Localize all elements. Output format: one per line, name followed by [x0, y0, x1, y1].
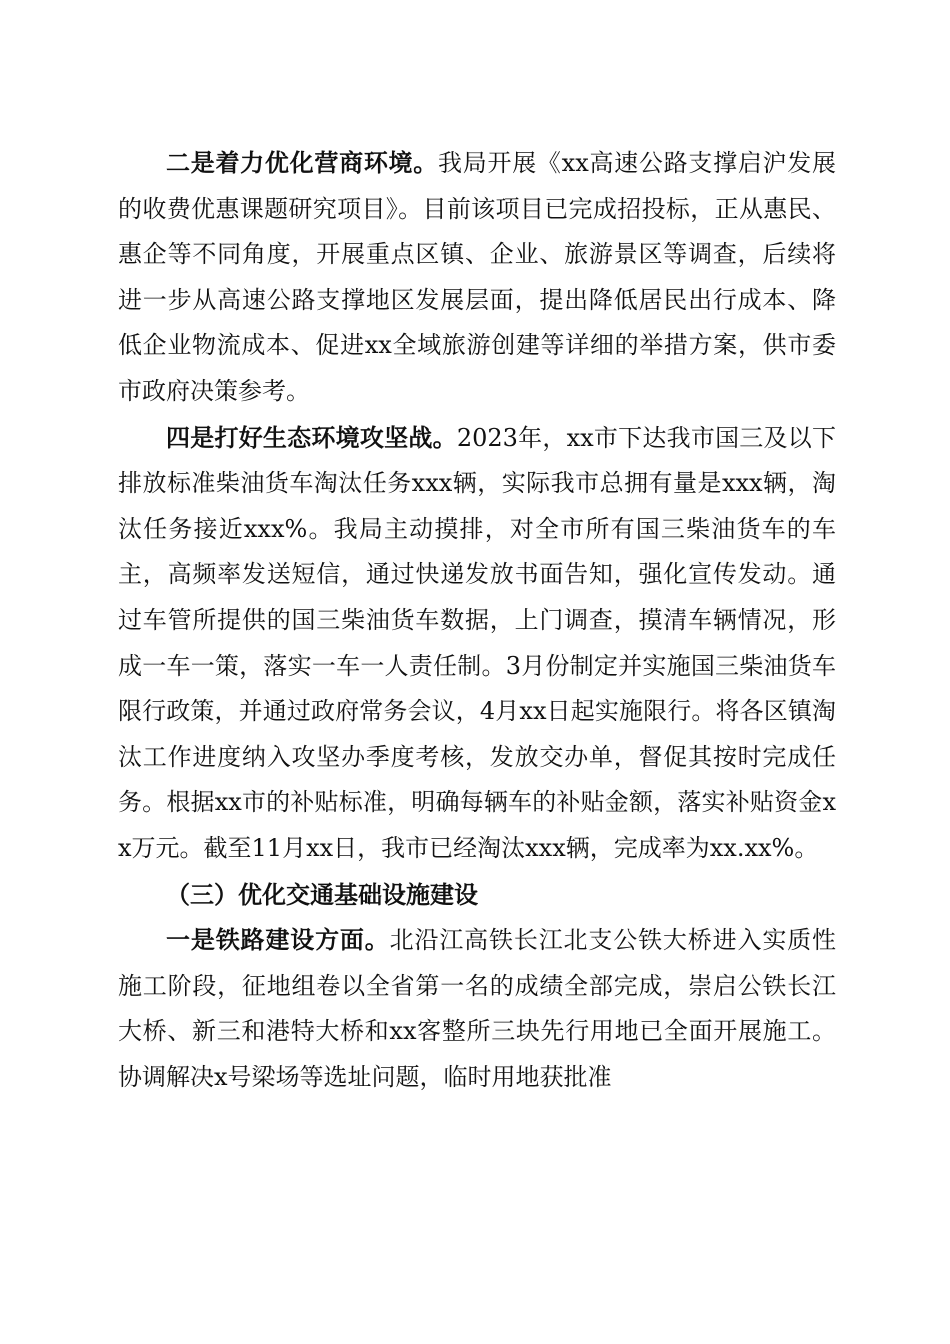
paragraph-text: 我局开展《xx高速公路支撑启沪发展的收费优惠课题研究项目》。目前该项目已完成招投标，正从惠民、惠企等不同角度，开展重点区镇、企业、旅游景区等调查，后续将进一步从高速公路支撑地区发展层面，提出降低居民出行成本、降低企业物流成本、促进xx全域旅游创建等详细的举措方案，供市委市政府决策参考。	[118, 149, 837, 405]
section-heading: （三）优化交通基础设施建设	[166, 879, 478, 909]
paragraph-lead: 四是打好生态环境攻坚战。	[166, 422, 457, 452]
paragraph-business-environment	[118, 140, 836, 415]
document-body	[118, 140, 836, 1100]
paragraph-lead: 二是着力优化营商环境。	[166, 148, 439, 177]
paragraph-text: 北沿江高铁长江北支公铁大桥进入实质性施工阶段，征地组卷以全省第一名的成绩全部完成，崇启公铁长江大桥、新三和港特大桥和xx客整所三块先行用地已全面开展施工。协调解决x号梁场等选址问题，临时用地获批准	[118, 926, 837, 1091]
paragraph-ecological-environment	[118, 415, 836, 872]
paragraph-lead: 一是铁路建设方面。	[166, 925, 390, 955]
paragraph-railway-construction	[118, 917, 836, 1100]
paragraph-text: 2023年，xx市下达我市国三及以下排放标准柴油货车淘汰任务xxx辆，实际我市总拥有量是xxx辆，淘汰任务接近xxx%。我局主动摸排，对全市所有国三柴油货车的车主，高频率发送短信，通过快递发放书面告知，强化宣传发动。通过车管所提供的国三柴油货车数据，上门调查，摸清车辆情况，形成一车一策，落实一车一人责任制。3月份制定并实施国三柴油货车限行政策，并通过政府常务会议，4月xx日起实施限行。将各区镇淘汰工作进度纳入攻坚办季度考核，发放交办单，督促其按时完成任务。根据xx市的补贴标准，明确每辆车的补贴金额，落实补贴资金xx万元。截至11月xx日，我市已经淘汰xxx辆，完成率为xx.xx%。	[118, 423, 836, 862]
